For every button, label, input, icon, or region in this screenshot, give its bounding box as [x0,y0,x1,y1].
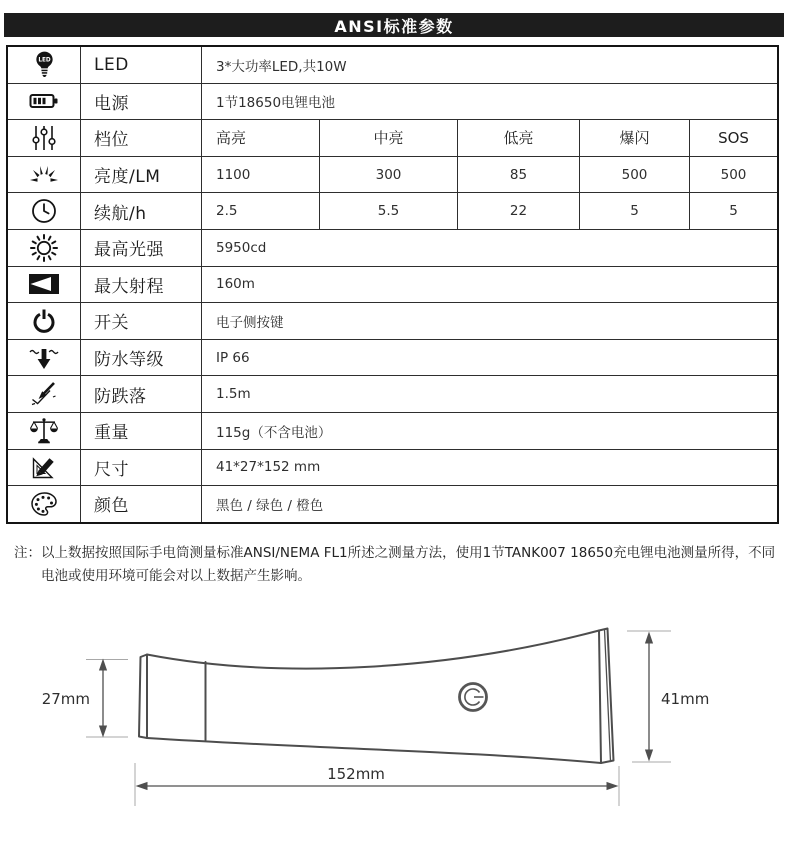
length-dimension-label: 152mm [327,765,385,783]
table-row [8,450,777,487]
icon-cell [8,120,81,156]
clock-icon [31,198,57,224]
spec-table [6,45,779,524]
spec-label: 亮度/LM [81,157,202,193]
spec-values [202,120,777,156]
power-button-icon [460,684,487,711]
spec-value: 3*大功率LED,共10W [216,58,347,75]
drop-resistance-icon [30,381,58,407]
spec-values [202,376,777,412]
header-bar [4,13,784,37]
table-row [8,486,777,522]
table-row [8,157,777,194]
spec-value: 中亮 [320,120,458,156]
spec-label: 档位 [81,120,202,156]
spec-values [202,340,777,376]
spec-value: 爆闪 [580,120,690,156]
color-palette-icon [30,491,58,517]
icon-cell [8,486,81,522]
spec-value: 41*27*152 mm [216,459,321,476]
spec-values [202,193,777,229]
spec-values [202,413,777,449]
spec-value: 黑色 / 绿色 / 橙色 [216,497,324,514]
beam-distance-icon [29,274,59,294]
spec-value: 5 [729,203,738,220]
spec-value: 22 [458,193,580,229]
head-diameter-label: 41mm [661,690,710,708]
table-row [8,267,777,304]
spec-value: 85 [458,157,580,193]
height-dimension [42,659,128,738]
spec-label: 防水等级 [81,340,202,376]
icon-cell [8,157,81,193]
table-row [8,413,777,450]
spec-value: 高亮 [202,120,320,156]
spec-label: 颜色 [81,486,202,522]
spec-value: 低亮 [458,120,580,156]
icon-cell [8,413,81,449]
spec-values [202,450,777,486]
icon-cell [8,376,81,412]
spec-values [202,486,777,522]
head-diameter-dimension [627,631,709,762]
table-row [8,230,777,267]
spec-values [202,230,777,266]
table-row [8,120,777,157]
waterproof-icon [29,345,59,371]
spec-value: 500 [580,157,690,193]
brightness-icon [29,164,59,186]
spec-value: SOS [718,128,749,147]
spec-value: 1100 [202,157,320,193]
height-dimension-label: 27mm [41,690,90,708]
length-dimension [135,763,619,806]
icon-cell [8,450,81,486]
icon-cell [8,340,81,376]
spec-label: 最高光强 [81,230,202,266]
spec-values [202,47,777,83]
icon-cell [8,230,81,266]
spec-label: LED [81,47,202,83]
spec-value: 115g（不含电池） [216,424,332,441]
spec-values [202,303,777,339]
icon-cell [8,267,81,303]
spec-value: IP 66 [216,349,250,366]
spec-value: 2.5 [202,193,320,229]
sun-icon [29,233,59,263]
table-row [8,47,777,84]
spec-value: 5950cd [216,239,267,256]
icon-cell [8,84,81,120]
footnote [14,542,780,588]
table-row [8,303,777,340]
icon-cell [8,193,81,229]
dimension-diagram [0,585,790,845]
spec-label: 尺寸 [81,450,202,486]
dimensions-icon [30,454,58,480]
spec-label: 防跌落 [81,376,202,412]
spec-values [202,84,777,120]
table-row [8,376,777,413]
flashlight-outline [139,629,614,764]
icon-cell [8,303,81,339]
battery-icon [29,91,59,111]
spec-label: 续航/h [81,193,202,229]
spec-value: 500 [720,166,747,183]
spec-value: 电子侧按键 [216,314,284,331]
spec-value: 300 [320,157,458,193]
spec-value: 1节18650电锂电池 [216,95,336,112]
footnote-label: 注： [14,545,41,561]
mode-sliders-icon [31,124,57,152]
spec-label: 电源 [81,84,202,120]
led-bulb-icon [33,50,56,79]
footnote-text: 以上数据按照国际手电筒测量标准ANSI/NEMA FL1所述之测量方法，使用1节TANK007 18650充电锂电池测量所得，不同电池或使用环境可能会对以上数据产生影响。 [41,545,776,585]
spec-value: 5 [580,193,690,229]
spec-label: 最大射程 [81,267,202,303]
spec-label: 重量 [81,413,202,449]
table-row [8,84,777,121]
weight-scale-icon [29,417,59,445]
spec-value: 160m [216,276,255,293]
icon-cell [8,47,81,83]
spec-value: 1.5m [216,386,251,403]
spec-values [202,157,777,193]
page-title: ANSI标准参数 [334,16,454,36]
spec-label: 开关 [81,303,202,339]
spec-value: 5.5 [320,193,458,229]
table-row [8,193,777,230]
spec-values [202,267,777,303]
power-icon [32,308,56,334]
svg-text:LED: LED [37,57,51,64]
table-row [8,340,777,377]
